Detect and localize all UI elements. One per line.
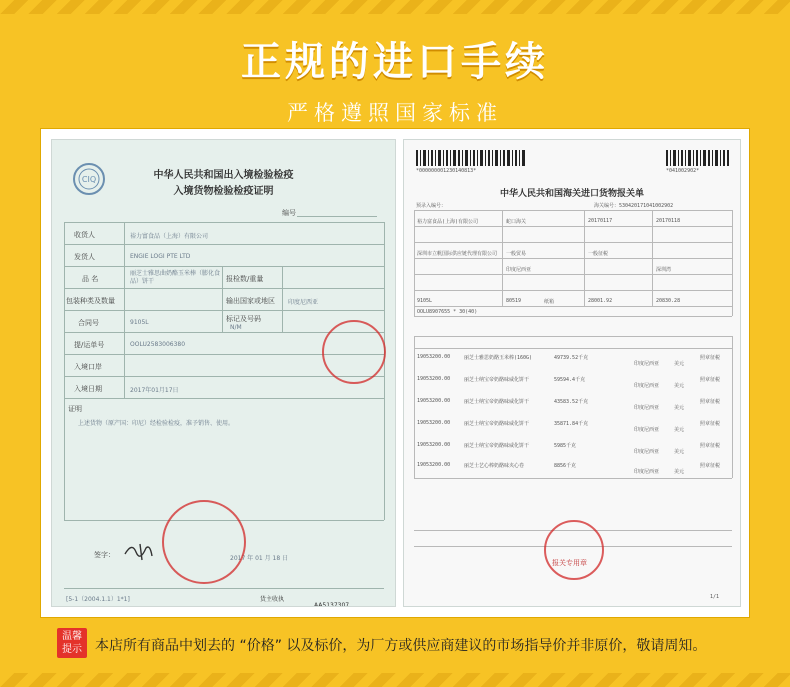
proof-text: 上述货物（原产国：印尼）经检验检疫，准予销售、使用。 (78, 420, 235, 427)
item-4-qty: 35871.84千克 (554, 421, 589, 427)
levy-mode: 一般征税 (588, 251, 609, 257)
item-3-currency: 美元 (674, 405, 685, 411)
gross-weight: 28001.92 (588, 298, 613, 304)
top-stripes (0, 0, 790, 14)
contract-no-label: 合同号 (78, 319, 99, 327)
item-2-name: 丽芝士纳宝帝奶酪味威化饼干 (464, 377, 530, 383)
consignee-company: 裕力富食品(上海)有限公司 (417, 219, 479, 225)
barcode-right-text: *041002902* (666, 168, 700, 174)
item-3-levy: 照章征税 (700, 399, 721, 405)
page-subtitle: 严格遵照国家标准 (287, 101, 503, 125)
item-6-code: 19053200.00 (417, 462, 451, 468)
declaration-title: 中华人民共和国海关进口货物报关单 (499, 189, 644, 199)
page-title: 正规的进口手续 (241, 39, 549, 85)
cert-footer-code: AA5137307 (314, 602, 350, 607)
item-5-currency: 美元 (674, 449, 685, 455)
item-2-levy: 照章征税 (700, 377, 721, 383)
origin-country: 印度尼西亚 (506, 267, 532, 273)
svg-text:CIQ: CIQ (81, 175, 97, 184)
entry-date-value: 2017年01月17日 (130, 387, 179, 394)
item-6-levy: 照章征税 (700, 463, 721, 469)
container-no: OOLU8907655 * 30(40) (417, 309, 478, 315)
export-country-value: 印度尼西亚 (288, 299, 319, 306)
destination-port: 深圳湾 (656, 267, 672, 273)
consignor-label: 发货人 (74, 253, 95, 261)
item-3-code: 19053200.00 (417, 398, 451, 404)
agent-company: 深圳市立帆国际供应链代理有限公司 (417, 251, 498, 257)
item-4-levy: 照章征税 (700, 421, 721, 427)
notice-badge (57, 628, 87, 658)
item-3-name: 丽芝士纳宝帝奶酪味威化饼干 (464, 399, 530, 405)
consignee-value: 裕力富食品（上海）有限公司 (130, 233, 209, 240)
item-5-qty: 5985千克 (554, 443, 577, 449)
item-4-name: 丽芝士纳宝帝奶酪味威化饼干 (464, 421, 530, 427)
proof-label: 证明 (68, 405, 82, 413)
inspection-certificate (51, 139, 396, 607)
product-name-value: 丽芝士雅思曲奶酪玉米棒（膨化食品）饼干 (130, 270, 221, 285)
cert-number-label: 编号 (282, 209, 296, 217)
notice-text: 本店所有商品中划去的 “价格” 以及标价，为厂方或供应商建议的市场指导价并非原价，敬请周知。 (95, 638, 707, 654)
product-name-label: 品 名 (82, 275, 99, 283)
item-2-qty: 59594.4千克 (554, 377, 586, 383)
item-2-currency: 美元 (674, 383, 685, 389)
marks-label: 标记及号码 (226, 315, 261, 323)
item-1-origin: 印度尼西亚 (634, 361, 660, 367)
item-1-code: 19053200.00 (417, 354, 451, 360)
customs-no: 海关编号：530420171041002902 (594, 203, 674, 209)
import-date: 20170117 (588, 218, 613, 224)
badge-line2: 提示 (62, 644, 82, 655)
item-5-name: 丽芝士纳宝帝奶酪味威化饼干 (464, 443, 530, 449)
cert-date: 2017 年 01 月 18 日 (230, 555, 289, 562)
header (0, 30, 790, 127)
pre-entry-no: 预录入编号： (416, 203, 447, 209)
export-country-label: 输出国家或地区 (226, 297, 275, 305)
item-1-qty: 49739.52千克 (554, 355, 589, 361)
barcode-left-text: *000000001230140813* (416, 168, 477, 174)
item-6-name: 丽芝士艺心棒奶酪味夹心卷 (464, 463, 525, 469)
bill-no-value: OOLU2583006380 (130, 341, 186, 348)
package-count: 80519 (506, 298, 522, 304)
trade-mode: 一般贸易 (506, 251, 527, 257)
item-4-code: 19053200.00 (417, 420, 451, 426)
item-5-origin: 印度尼西亚 (634, 449, 660, 455)
item-4-currency: 美元 (674, 427, 685, 433)
badge-line1: 温馨 (62, 631, 82, 642)
net-weight: 20830.28 (656, 298, 681, 304)
signature (122, 538, 162, 562)
contract-no: 9105L (417, 298, 433, 304)
entry-date-label: 入境日期 (74, 385, 102, 393)
item-1-currency: 美元 (674, 361, 685, 367)
item-6-origin: 印度尼西亚 (634, 469, 660, 475)
entry-port-label: 入境口岸 (74, 363, 102, 371)
item-2-code: 19053200.00 (417, 376, 451, 382)
inspection-stamp-bottom (162, 500, 246, 584)
contract-no-value: 9105L (130, 319, 149, 326)
item-5-levy: 照章征税 (700, 443, 721, 449)
customs-stamp (544, 520, 604, 580)
package-type: 纸箱 (544, 299, 555, 305)
consignor-value: ENGIE LOGI PTE LTD (130, 253, 191, 260)
cert-footer-form: [5-1（2004.1.1）1*1] (66, 596, 130, 603)
cert-title-line1: 中华人民共和国出入境检验检疫 (153, 170, 294, 181)
customs-declaration (403, 139, 741, 607)
item-3-qty: 43583.52千克 (554, 399, 589, 405)
sign-label: 签字： (94, 551, 115, 559)
consignee-label: 收货人 (74, 231, 95, 239)
marks-value: N/M (230, 324, 242, 331)
customs-office: 蛇口海关 (506, 219, 527, 225)
quantity-weight-label: 报检数/重量 (226, 275, 264, 283)
notice-bar (0, 622, 790, 667)
barcode-left (416, 150, 526, 166)
cert-title-line2: 入境货物检验检疫证明 (173, 186, 274, 197)
cert-footer-holder: 货主收执 (260, 596, 285, 603)
item-1-name: 丽芝士雅思奶酪玉米棒(160G) (464, 355, 533, 361)
item-2-origin: 印度尼西亚 (634, 383, 660, 389)
bottom-stripes (0, 673, 790, 687)
inspection-stamp-top (322, 320, 386, 384)
item-5-code: 19053200.00 (417, 442, 451, 448)
declare-date: 20170118 (656, 218, 681, 224)
item-3-origin: 印度尼西亚 (634, 405, 660, 411)
packing-label: 包装种类及数量 (66, 297, 115, 305)
bill-no-label: 提/运单号 (74, 341, 105, 349)
barcode-right (666, 150, 730, 166)
item-1-levy: 照章征税 (700, 355, 721, 361)
item-4-origin: 印度尼西亚 (634, 427, 660, 433)
documents-panel (40, 128, 750, 618)
customs-stamp-text: 报关专用章 (552, 559, 587, 567)
item-6-qty: 8856千克 (554, 463, 577, 469)
item-6-currency: 美元 (674, 469, 685, 475)
declaration-page-number: 1/1 (710, 594, 720, 600)
